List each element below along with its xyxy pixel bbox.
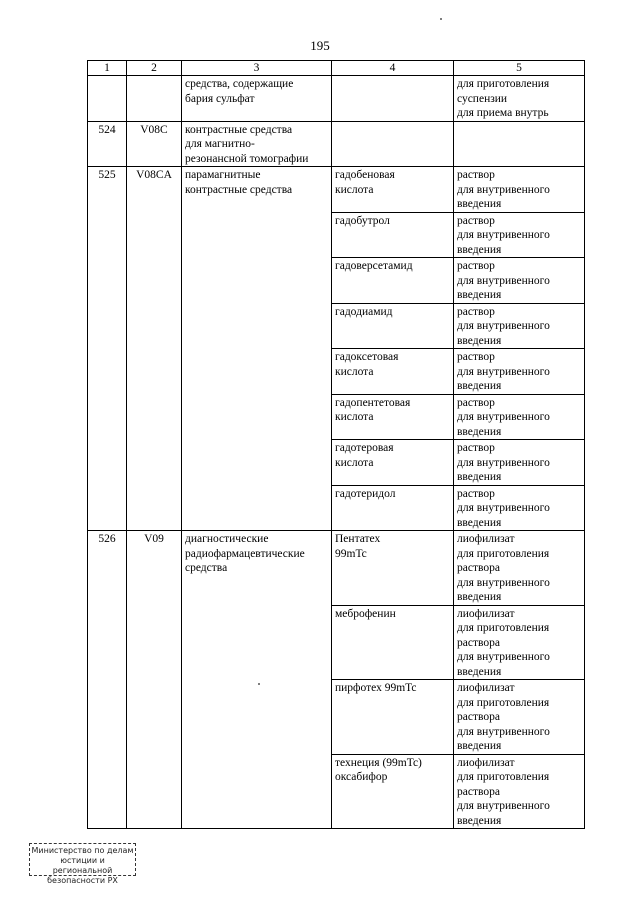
scan-speck [258, 683, 260, 685]
drug-name-cell: гадотеровая кислота [332, 440, 454, 486]
dosage-form-cell: раствор для внутривенного введения [454, 303, 585, 349]
ministry-stamp: Министерство по делам юстиции и региональной безопасности РХ [29, 843, 136, 876]
row-number-cell: 524 [88, 121, 127, 167]
table-row [88, 121, 585, 167]
header-col-5: 5 [454, 61, 585, 76]
dosage-form-cell: раствор для внутривенного введения [454, 258, 585, 304]
drug-name-cell: гадоверсетамид [332, 258, 454, 304]
drug-name-cell: Пентатех 99mTc [332, 531, 454, 606]
dosage-form-cell: раствор для внутривенного введения [454, 394, 585, 440]
table-row [88, 167, 585, 213]
table-row [88, 531, 585, 606]
dosage-form-cell: раствор для внутривенного введения [454, 485, 585, 531]
atc-code-cell: V09 [127, 531, 182, 829]
drug-name-cell: технеция (99mTc) оксабифор [332, 754, 454, 829]
dosage-form-cell: лиофилизат для приготовления раствора для внутривенного введения [454, 531, 585, 606]
drug-name-cell: гадоксетовая кислота [332, 349, 454, 395]
drug-name-cell [332, 76, 454, 122]
drug-name-cell: гадобеновая кислота [332, 167, 454, 213]
group-name-cell: контрастные средства для магнитно- резонансной томографии [182, 121, 332, 167]
row-number-cell: 525 [88, 167, 127, 531]
atc-code-cell: V08C [127, 121, 182, 167]
page-number: 195 [310, 38, 330, 53]
drug-name-cell: гадотеридол [332, 485, 454, 531]
drug-name-cell: пирфотех 99mTc [332, 680, 454, 755]
row-number-cell: 526 [88, 531, 127, 829]
drug-table [87, 60, 585, 829]
table-header-row [88, 61, 585, 76]
table-row [88, 76, 585, 122]
dosage-form-cell: раствор для внутривенного введения [454, 212, 585, 258]
drug-name-cell: гадобутрол [332, 212, 454, 258]
group-name-cell: парамагнитные контрастные средства [182, 167, 332, 531]
row-number-cell [88, 76, 127, 122]
drug-name-cell: меброфенин [332, 605, 454, 680]
drug-name-cell: гадопентетовая кислота [332, 394, 454, 440]
dosage-form-cell: раствор для внутривенного введения [454, 440, 585, 486]
dosage-form-cell: лиофилизат для приготовления раствора для внутривенного введения [454, 605, 585, 680]
dosage-form-cell: раствор для внутривенного введения [454, 167, 585, 213]
atc-code-cell [127, 76, 182, 122]
dosage-form-cell: лиофилизат для приготовления раствора для внутривенного введения [454, 680, 585, 755]
group-name-cell: средства, содержащие бария сульфат [182, 76, 332, 122]
group-name-cell: диагностические радиофармацевтические средства [182, 531, 332, 829]
header-col-3: 3 [182, 61, 332, 76]
header-col-4: 4 [332, 61, 454, 76]
header-col-2: 2 [127, 61, 182, 76]
dosage-form-cell: раствор для внутривенного введения [454, 349, 585, 395]
scan-speck [440, 18, 442, 20]
drug-name-cell: гадодиамид [332, 303, 454, 349]
atc-code-cell: V08CA [127, 167, 182, 531]
dosage-form-cell: лиофилизат для приготовления раствора для внутривенного введения [454, 754, 585, 829]
dosage-form-cell: для приготовления суспензии для приема внутрь [454, 76, 585, 122]
drug-name-cell [332, 121, 454, 167]
dosage-form-cell [454, 121, 585, 167]
header-col-1: 1 [88, 61, 127, 76]
